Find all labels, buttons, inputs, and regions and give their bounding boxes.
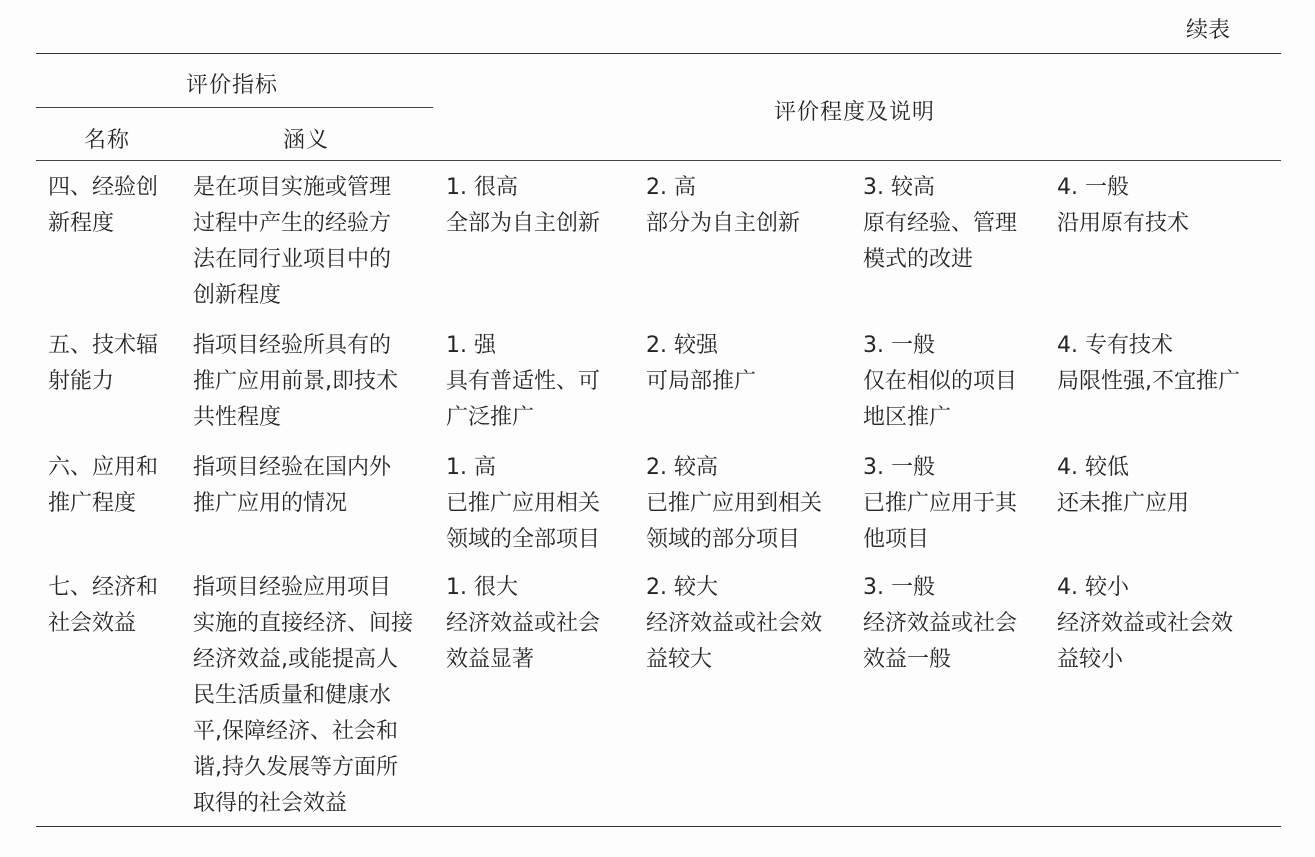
level-description-line: 仅在相似的项目 [863,369,1018,394]
level-description-line: 模式的改进 [863,247,974,272]
row-meaning-line: 谐,持久发展等方面所 [193,755,398,780]
header-evaluation-levels: 评价程度及说明 [774,100,936,125]
level-cell [1057,450,1189,522]
row-meaning-line: 指项目经验应用项目 [193,575,392,600]
level-grade: 3. 一般 [863,575,935,600]
table-bottom-rule [36,826,1281,827]
row-meaning-line: 平,保障经济、社会和 [193,719,398,744]
level-grade: 4. 较小 [1057,575,1129,600]
level-grade: 1. 很高 [446,175,518,200]
level-description-line: 已推广应用到相关 [646,491,823,516]
level-description-line: 经济效益或社会效 [1057,611,1234,636]
row-meaning-line: 指项目经验所具有的 [193,333,392,358]
row-name-line: 五、技术辐 [48,333,159,358]
row-name-line: 射能力 [48,369,115,394]
level-description-line: 地区推广 [863,405,952,430]
level-description-line: 已推广应用于其 [863,491,1018,516]
level-description-line: 部分为自主创新 [646,211,801,236]
header-name: 名称 [84,128,131,153]
level-description-line: 可局部推广 [646,369,757,394]
row-meaning-line: 推广应用的情况 [193,491,348,516]
level-description-line: 经济效益或社会效 [646,611,823,636]
level-cell [1057,170,1189,242]
row-name-line: 推广程度 [48,491,137,516]
row-meaning [193,328,398,436]
level-grade: 4. 专有技术 [1057,333,1173,358]
row-name-line: 七、经济和 [48,575,159,600]
row-name-line: 新程度 [48,211,115,236]
level-description-line: 经济效益或社会 [863,611,1018,636]
level-cell [446,450,600,558]
level-grade: 2. 较高 [646,455,718,480]
level-grade: 1. 很大 [446,575,518,600]
row-meaning-line: 法在同行业项目中的 [193,247,392,272]
row-name [48,450,158,522]
row-meaning-line: 推广应用前景,即技术 [193,369,398,394]
level-grade: 1. 高 [446,455,496,480]
level-description-line: 还未推广应用 [1057,491,1190,516]
row-name-line: 社会效益 [48,611,137,636]
level-description-line: 领域的部分项目 [646,527,801,552]
level-description-line: 广泛推广 [446,405,535,430]
header-meaning: 涵义 [283,128,330,153]
level-description-line: 领域的全部项目 [446,527,601,552]
level-cell [446,570,600,678]
level-cell [863,450,1017,558]
level-grade: 3. 一般 [863,455,935,480]
level-description-line: 经济效益或社会 [446,611,601,636]
level-grade: 4. 较低 [1057,455,1129,480]
level-cell [646,450,822,558]
row-name-line: 四、经验创 [48,175,159,200]
row-meaning-line: 经济效益,或能提高人 [193,647,398,672]
level-cell [446,170,600,242]
header-bottom-rule [36,160,1281,161]
level-description-line: 效益显著 [446,647,535,672]
row-meaning-line: 取得的社会效益 [193,791,348,816]
level-description-line: 具有普适性、可 [446,369,601,394]
level-cell [1057,570,1233,678]
level-grade: 2. 较大 [646,575,718,600]
row-meaning-line: 实施的直接经济、间接 [193,611,414,636]
level-description-line: 益较小 [1057,647,1124,672]
continued-table-label: 续表 [1186,18,1231,43]
level-cell [1057,328,1240,400]
row-meaning [193,170,391,314]
row-name-line: 六、应用和 [48,455,159,480]
row-name [48,328,158,400]
level-grade: 1. 强 [446,333,496,358]
level-grade: 2. 高 [646,175,696,200]
level-description-line: 局限性强,不宜推广 [1057,369,1240,394]
row-meaning-line: 指项目经验在国内外 [193,455,392,480]
level-grade: 3. 一般 [863,333,935,358]
level-description-line: 益较大 [646,647,713,672]
level-grade: 3. 较高 [863,175,935,200]
row-meaning-line: 创新程度 [193,283,282,308]
level-cell [646,170,800,242]
level-description-line: 效益一般 [863,647,952,672]
header-evaluation-indicator: 评价指标 [186,73,279,98]
level-cell [863,170,1017,278]
row-meaning-line: 是在项目实施或管理 [193,175,392,200]
row-name [48,570,158,642]
level-cell [863,328,1017,436]
level-description-line: 已推广应用相关 [446,491,601,516]
row-meaning-line: 共性程度 [193,405,282,430]
level-description-line: 他项目 [863,527,930,552]
row-meaning-line: 过程中产生的经验方 [193,211,392,236]
table-top-rule [36,53,1281,54]
level-cell [446,328,600,436]
level-grade: 2. 较强 [646,333,718,358]
level-cell [863,570,1017,678]
level-cell [646,328,756,400]
level-cell [646,570,822,678]
level-description-line: 原有经验、管理 [863,211,1018,236]
row-name [48,170,158,242]
header-group-divider [36,107,433,108]
row-meaning-line: 民生活质量和健康水 [193,683,392,708]
level-description-line: 全部为自主创新 [446,211,601,236]
row-meaning [193,570,413,822]
level-description-line: 沿用原有技术 [1057,211,1190,236]
row-meaning [193,450,391,522]
level-grade: 4. 一般 [1057,175,1129,200]
